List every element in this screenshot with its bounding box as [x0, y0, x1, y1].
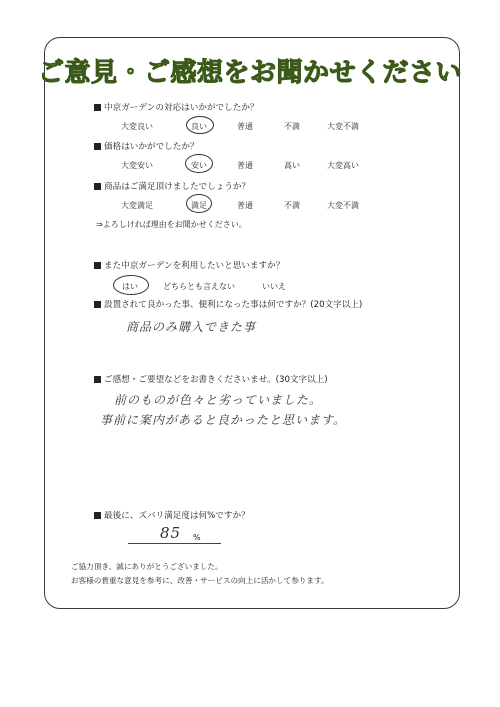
question-price-label: 価格はいかがでしたか？: [104, 142, 199, 152]
option-reuse-neutral[interactable]: どちらとも言えない: [163, 282, 235, 291]
answer-comments-line-1[interactable]: 前のものが色々と劣っていました。: [114, 393, 323, 407]
option-product-very-dissatisfied[interactable]: 大変不満: [327, 201, 359, 210]
square-bullet-icon: [94, 376, 101, 383]
question-satisfaction: [94, 509, 250, 521]
option-service-dissatisfied[interactable]: 不満: [284, 122, 300, 131]
question-reuse-label: また中京ガーデンを利用したいと思いますか？: [104, 261, 285, 271]
option-price-cheap[interactable]: 安い: [191, 161, 207, 170]
square-bullet-icon: [94, 183, 101, 190]
answer-comments-line-2[interactable]: 事前に案内があると良かったと思います。: [100, 413, 347, 427]
option-product-satisfied[interactable]: 満足: [191, 201, 207, 210]
option-service-very-dissatisfied[interactable]: 大変不満: [327, 122, 359, 131]
square-bullet-icon: [94, 301, 101, 308]
question-reuse: [94, 259, 284, 271]
question-product: [94, 180, 250, 192]
selected-circle-mark: [113, 275, 149, 295]
option-product-normal[interactable]: 普通: [237, 201, 253, 210]
option-reuse-no[interactable]: いいえ: [262, 282, 286, 291]
option-service-good[interactable]: 良い: [191, 122, 207, 131]
reason-prompt: ⇒よろしければ理由をお聞かせください。: [96, 220, 247, 229]
selected-circle-mark: [185, 154, 213, 173]
answer-satisfaction-value[interactable]: 85: [160, 524, 182, 542]
option-product-very-satisfied[interactable]: 大変満足: [121, 201, 153, 210]
answer-benefit[interactable]: 商品のみ購入できた事: [126, 320, 257, 334]
question-comments: [94, 373, 328, 385]
question-product-label: 商品はご満足頂けましたでしょうか？: [104, 182, 251, 192]
question-benefit-label: 設置されて良かった事、便利になった事は何ですか？(20文字以上): [104, 300, 363, 310]
square-bullet-icon: [94, 143, 101, 150]
selected-circle-mark: [186, 116, 214, 134]
square-bullet-icon: [94, 262, 101, 269]
question-comments-label: ご感想・ご要望などをお書きくださいませ。(30文字以上): [104, 375, 328, 385]
option-product-dissatisfied[interactable]: 不満: [284, 201, 300, 210]
satisfaction-answer-line: [128, 543, 221, 544]
question-service: [94, 101, 259, 113]
footer-thanks: ご協力頂き、誠にありがとうございました。: [71, 562, 223, 571]
option-price-very-expensive[interactable]: 大変高い: [327, 161, 359, 170]
option-price-expensive[interactable]: 高い: [284, 161, 300, 170]
option-service-normal[interactable]: 普通: [237, 122, 253, 131]
survey-title: ご意見・ご感想をお聞かせください: [37, 58, 462, 88]
satisfaction-unit: %: [193, 533, 201, 542]
option-reuse-yes[interactable]: はい: [122, 282, 138, 291]
selected-circle-mark: [186, 194, 212, 213]
option-service-very-good[interactable]: 大変良い: [121, 122, 153, 131]
square-bullet-icon: [94, 512, 101, 519]
option-price-very-cheap[interactable]: 大変安い: [121, 161, 153, 170]
question-service-label: 中京ガーデンの対応はいかがでしたか？: [104, 103, 259, 113]
option-price-normal[interactable]: 普通: [237, 161, 253, 170]
footer-message: お客様の貴重な意見を参考に、改善・サービスの向上に活かして参ります。: [71, 576, 329, 585]
question-benefit: [94, 298, 362, 310]
square-bullet-icon: [94, 104, 101, 111]
question-satisfaction-label: 最後に、ズバリ満足度は何%ですか？: [104, 511, 250, 521]
question-price: [94, 140, 199, 152]
